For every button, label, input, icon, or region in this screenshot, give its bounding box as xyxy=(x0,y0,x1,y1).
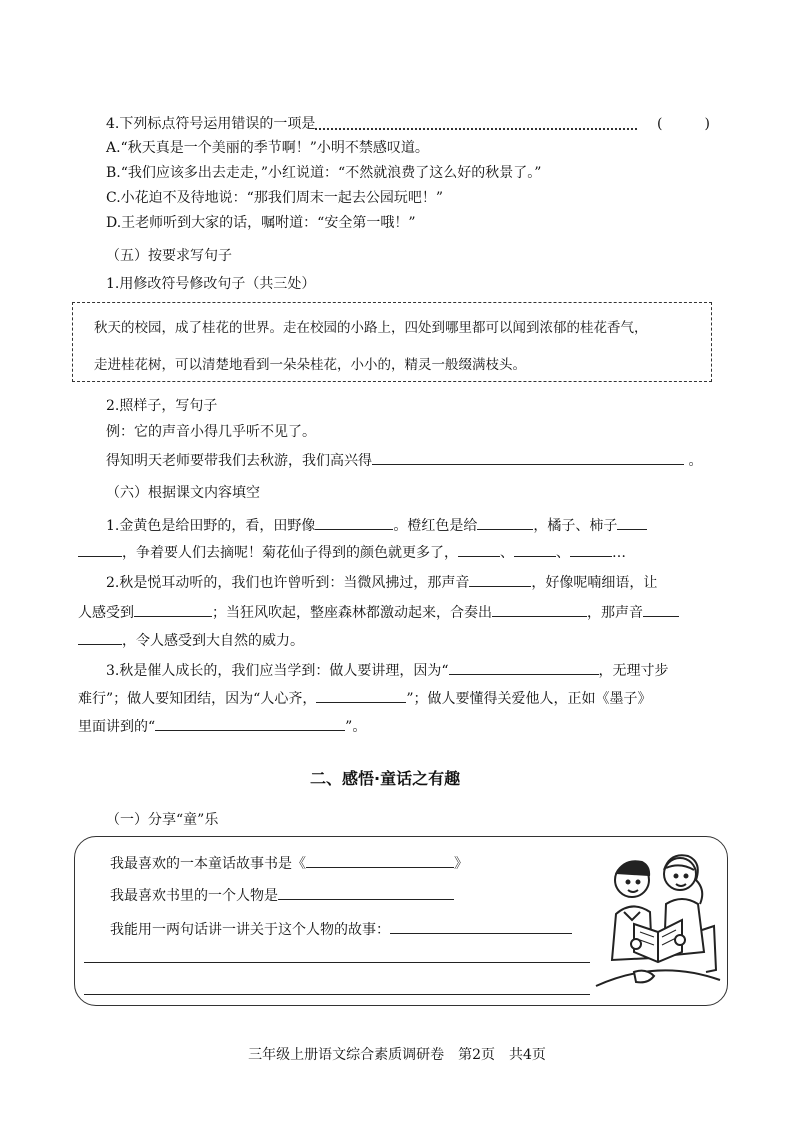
story-line-2[interactable] xyxy=(84,962,590,963)
example-sentence: 例：它的声音小得几乎听不见了。 xyxy=(106,424,316,440)
q4-stem: 4.下列标点符号运用错误的一项是 xyxy=(106,114,637,134)
share-line-1: 我最喜欢的一本童话故事书是《 》 xyxy=(110,852,468,874)
answer-blank[interactable] xyxy=(316,687,406,703)
q4-option-c: C.小花迫不及待地说：“那我们周末一起去公园玩吧！” xyxy=(106,190,443,206)
q4-option-a: A.“秋天真是一个美丽的季节啊！”小明不禁感叹道。 xyxy=(106,140,429,156)
answer-blank[interactable] xyxy=(514,541,556,557)
answer-blank[interactable] xyxy=(372,449,684,465)
story-blank[interactable] xyxy=(390,918,572,934)
answer-blank[interactable] xyxy=(469,571,531,587)
p3-line1: 3.秋是催人成长的，我们应当学到：做人要讲理，因为“ ，无理寸步 xyxy=(106,659,669,681)
answer-blank[interactable] xyxy=(570,541,612,557)
p3-line3: 里面讲到的“ ”。 xyxy=(78,715,366,737)
p2-line2: 人感受到 ；当狂风吹起，整座森林都激动起来，合奏出 ，那声音 xyxy=(78,601,679,623)
p2-line1: 2.秋是悦耳动听的，我们也许曾听到：当微风拂过，那声音 ，好像呢喃细语，让 xyxy=(106,571,657,593)
answer-blank[interactable] xyxy=(617,514,647,530)
box-line-1: 秋天的校园，成了桂花的世界。走在校园的小路上，四处到哪里都可以闻到浓郁的桂花香气， xyxy=(94,320,648,336)
answer-blank[interactable] xyxy=(155,715,345,731)
answer-blank[interactable] xyxy=(477,514,533,530)
q4-option-b: B.“我们应该多出去走走，”小红说道：“不然就浪费了这么好的秋景了。” xyxy=(106,165,542,181)
s5-question1: 1.用修改符号修改句子（共三处） xyxy=(106,276,316,292)
answer-blank[interactable] xyxy=(134,601,212,617)
answer-blank[interactable] xyxy=(643,601,679,617)
s5-question2: 2.照样子，写句子 xyxy=(106,398,218,414)
answer-blank[interactable] xyxy=(458,541,500,557)
share-line-3: 我能用一两句话讲一讲关于这个人物的故事： xyxy=(110,918,572,940)
answer-blank[interactable] xyxy=(78,541,122,557)
p2-line3: ，令人感受到大自然的威力。 xyxy=(78,629,304,651)
section6-title: （六）根据课文内容填空 xyxy=(106,485,260,501)
answer-blank[interactable] xyxy=(315,514,393,530)
section5-title: （五）按要求写句子 xyxy=(106,248,232,264)
q4-answer-bracket[interactable]: ( ) xyxy=(657,116,710,132)
p1-line2: ，争着要人们去摘呢！菊花仙子得到的颜色就更多了， 、 、 … xyxy=(78,541,626,563)
children-reading-illustration xyxy=(594,840,722,990)
answer-blank[interactable] xyxy=(78,629,122,645)
page-footer: 三年级上册语文综合素质调研卷 第2页 共4页 xyxy=(248,1047,546,1063)
story-line-3[interactable] xyxy=(84,994,590,995)
share-line-2: 我最喜欢书里的一个人物是 xyxy=(110,884,454,906)
q4-option-d: D.王老师听到大家的话，嘱咐道：“安全第一哦！” xyxy=(106,215,416,231)
part2-subtitle: （一）分享“童”乐 xyxy=(106,812,219,828)
leader-dots xyxy=(315,118,637,130)
part2-heading: 二、感悟·童话之有趣 xyxy=(310,769,461,788)
answer-blank[interactable] xyxy=(492,601,587,617)
book-title-blank[interactable] xyxy=(306,852,454,868)
q2-fill-line: 得知明天老师要带我们去秋游，我们高兴得 。 xyxy=(106,449,702,471)
p1-line1: 1.金黄色是给田野的，看，田野像 。橙红色是给 ，橘子、柿子 xyxy=(106,514,647,536)
character-blank[interactable] xyxy=(278,884,454,900)
answer-blank[interactable] xyxy=(449,659,599,675)
box-line-2: 走进桂花树，可以清楚地看到一朵朵桂花，小小的，精灵一般缀满枝头。 xyxy=(94,357,526,373)
p3-line2: 难行”；做人要知团结，因为“人心齐， ”；做人要懂得关爱他人，正如《墨子》 xyxy=(78,687,651,709)
